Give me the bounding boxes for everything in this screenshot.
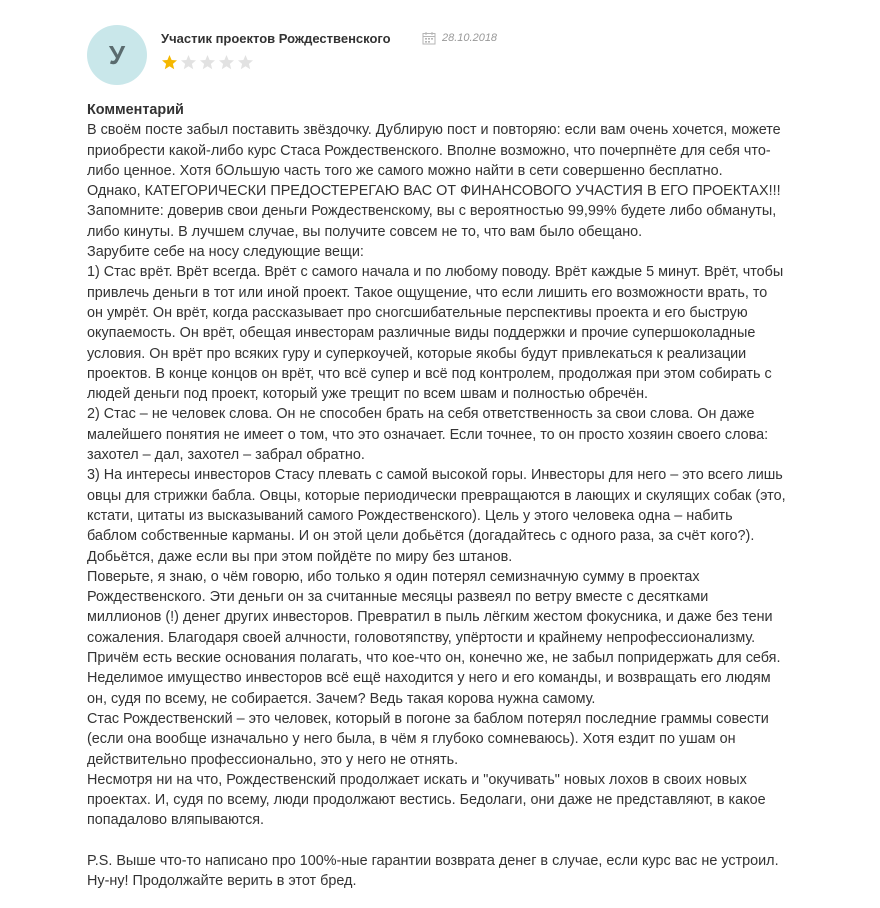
comment-line: кстати, цитаты из высказываний самого Рождественского). Цель у этого человека одна – набить xyxy=(87,507,733,524)
star-empty-icon xyxy=(199,54,216,71)
comment-line: приобрести какой-либо курс Стаса Рождественского. Вполне возможно, что почерпнёте для себя что- xyxy=(87,142,771,159)
comment-line: 3) На интересы инвесторов Стасу плевать с самой высокой горы. Инвесторы для него – это всего лишь xyxy=(87,467,783,484)
comment-line: либо ценное. Хотя бОльшую часть того же самого можно найти в сети совершенно бесплатно. xyxy=(87,162,723,179)
comment-line: P.S. Выше что-то написано про 100%-ные гарантии возврата денег в случае, если курс вас не устроил. xyxy=(87,852,779,869)
comment-line: Рождественского. Эти деньги он за считанные месяцы развеял по ветру вместе с десятками xyxy=(87,589,709,606)
comment-line: миллионов (!) денег других инвесторов. Превратил в пыль лёгким жестом фокусника, и даже без тени xyxy=(87,609,773,626)
comment-line: сожаления. Благодаря своей алчности, головотяпству, упёртости и крайнему непрофессионализму. xyxy=(87,629,756,646)
comment-line: действительно профессионально, это у него не отнять. xyxy=(87,751,459,768)
comment-line: овцы для стрижки бабла. Овцы, которые периодически превращаются в лающих и скулящих собак (это, xyxy=(87,487,786,504)
comment-line: проектах. И, судя по всему, люди продолжают вестись. Бедолаги, они даже не представляют, в какое xyxy=(87,792,766,809)
comment-line: условия. Он врёт про всяких гуру и суперкоучей, которые якобы будут привлекаться к реализации xyxy=(87,345,747,362)
comment-line: Причём есть веские основания полагать, что кое-что он, конечно же, не забыл попридержать для себя. xyxy=(87,650,781,667)
comment-line: баблом собственные карманы. И он этой цели добьётся (догадайтесь с одного раза, за счёт кого?). xyxy=(87,528,755,545)
comment-line xyxy=(87,831,787,851)
comment-line: Запомните: доверив свои деньги Рождественскому, вы с вероятностью 99,99% будете либо обмануты, xyxy=(87,203,777,220)
comment-line: Стас Рождественский – это человек, который в погоне за баблом потерял последние граммы совести xyxy=(87,710,769,727)
comment xyxy=(87,100,787,892)
comment-line: Несмотря ни на что, Рождественский продолжает искать и "окучивать" новых лохов в своих новых xyxy=(87,771,747,788)
comment-line: (если она вообще изначально у него была, в чём я глубоко сомневаюсь). Хотя ездит по ушам он xyxy=(87,731,736,748)
comment-line: 1) Стас врёт. Врёт всегда. Врёт с самого начала и по любому поводу. Врёт каждые 5 минут. Врёт, чтобы xyxy=(87,264,784,281)
comment-line: Неделимое имущество инвесторов всё ещё находится у него и его команды, и возвращать его людям xyxy=(87,670,771,687)
comment-line: Зарубите себе на носу следующие вещи: xyxy=(87,244,364,261)
comment-line: он, судя по всему, не собирается. Зачем? Ведь такая корова нужна самому. xyxy=(87,690,596,707)
star-filled-icon xyxy=(161,54,178,71)
star-rating xyxy=(161,54,256,71)
comment-label: Комментарий xyxy=(87,102,184,118)
comment-line: людей деньги под проект, который уже трещит по всем швам и полностью обречён. xyxy=(87,386,649,403)
comment-line: Однако, КАТЕГОРИЧЕСКИ ПРЕДОСТЕРЕГАЮ ВАС ОТ ФИНАНСОВОГО УЧАСТИЯ В ЕГО ПРОЕКТАХ!!! xyxy=(87,183,781,200)
comment-line: привлечь деньги в тот или иной проект. Такое ощущение, что если лишить его возможности врать, то xyxy=(87,284,768,301)
comment-body xyxy=(87,120,787,891)
comment-line: захотел – дал, захотел – забрал обратно. xyxy=(87,447,365,464)
avatar xyxy=(87,25,147,85)
date-text: 28.10.2018 xyxy=(442,32,498,44)
comment-line: Ну-ну! Продолжайте верить в этот бред. xyxy=(87,873,357,890)
comment-line: либо кинуты. В лучшем случае, вы получите совсем не то, что вам было обещано. xyxy=(87,223,643,240)
star-empty-icon xyxy=(237,54,254,71)
comment-line: В своём посте забыл поставить звёздочку. Дублирую пост и повторяю: если вам очень хочется, можете xyxy=(87,122,781,139)
comment-line: Поверьте, я знаю, о чём говорю, ибо только я один потерял семизначную сумму в проектах xyxy=(87,568,700,585)
comment-line: окупаемость. Он врёт, обещая инвесторам различные виды поддержки и прочие супершоколадные xyxy=(87,325,756,342)
review-date xyxy=(422,31,497,45)
comment-line: он умрёт. Он врёт, когда рассказывает про сногсшибательные перспективы проекта и его быструю xyxy=(87,304,748,321)
star-empty-icon xyxy=(180,54,197,71)
comment-line: малейшего понятия не имеет о том, что это означает. Если точнее, то он просто хозяин своего слова: xyxy=(87,426,769,443)
comment-line: 2) Стас – не человек слова. Он не способен брать на себя ответственность за свои слова. Он даже xyxy=(87,406,755,423)
author-name[interactable]: Участик проектов Рождественского xyxy=(161,31,391,46)
calendar-icon xyxy=(422,31,436,45)
comment-line: Добьётся, даже если вы при этом пойдёте по миру без штанов. xyxy=(87,548,513,565)
star-empty-icon xyxy=(218,54,235,71)
comment-line: проектов. В конце концов он врёт, что всё супер и всё под контролем, продолжая при этом собирать с xyxy=(87,365,772,382)
avatar-letter: У xyxy=(108,39,126,70)
comment-line: попадалово вляпываются. xyxy=(87,812,265,829)
